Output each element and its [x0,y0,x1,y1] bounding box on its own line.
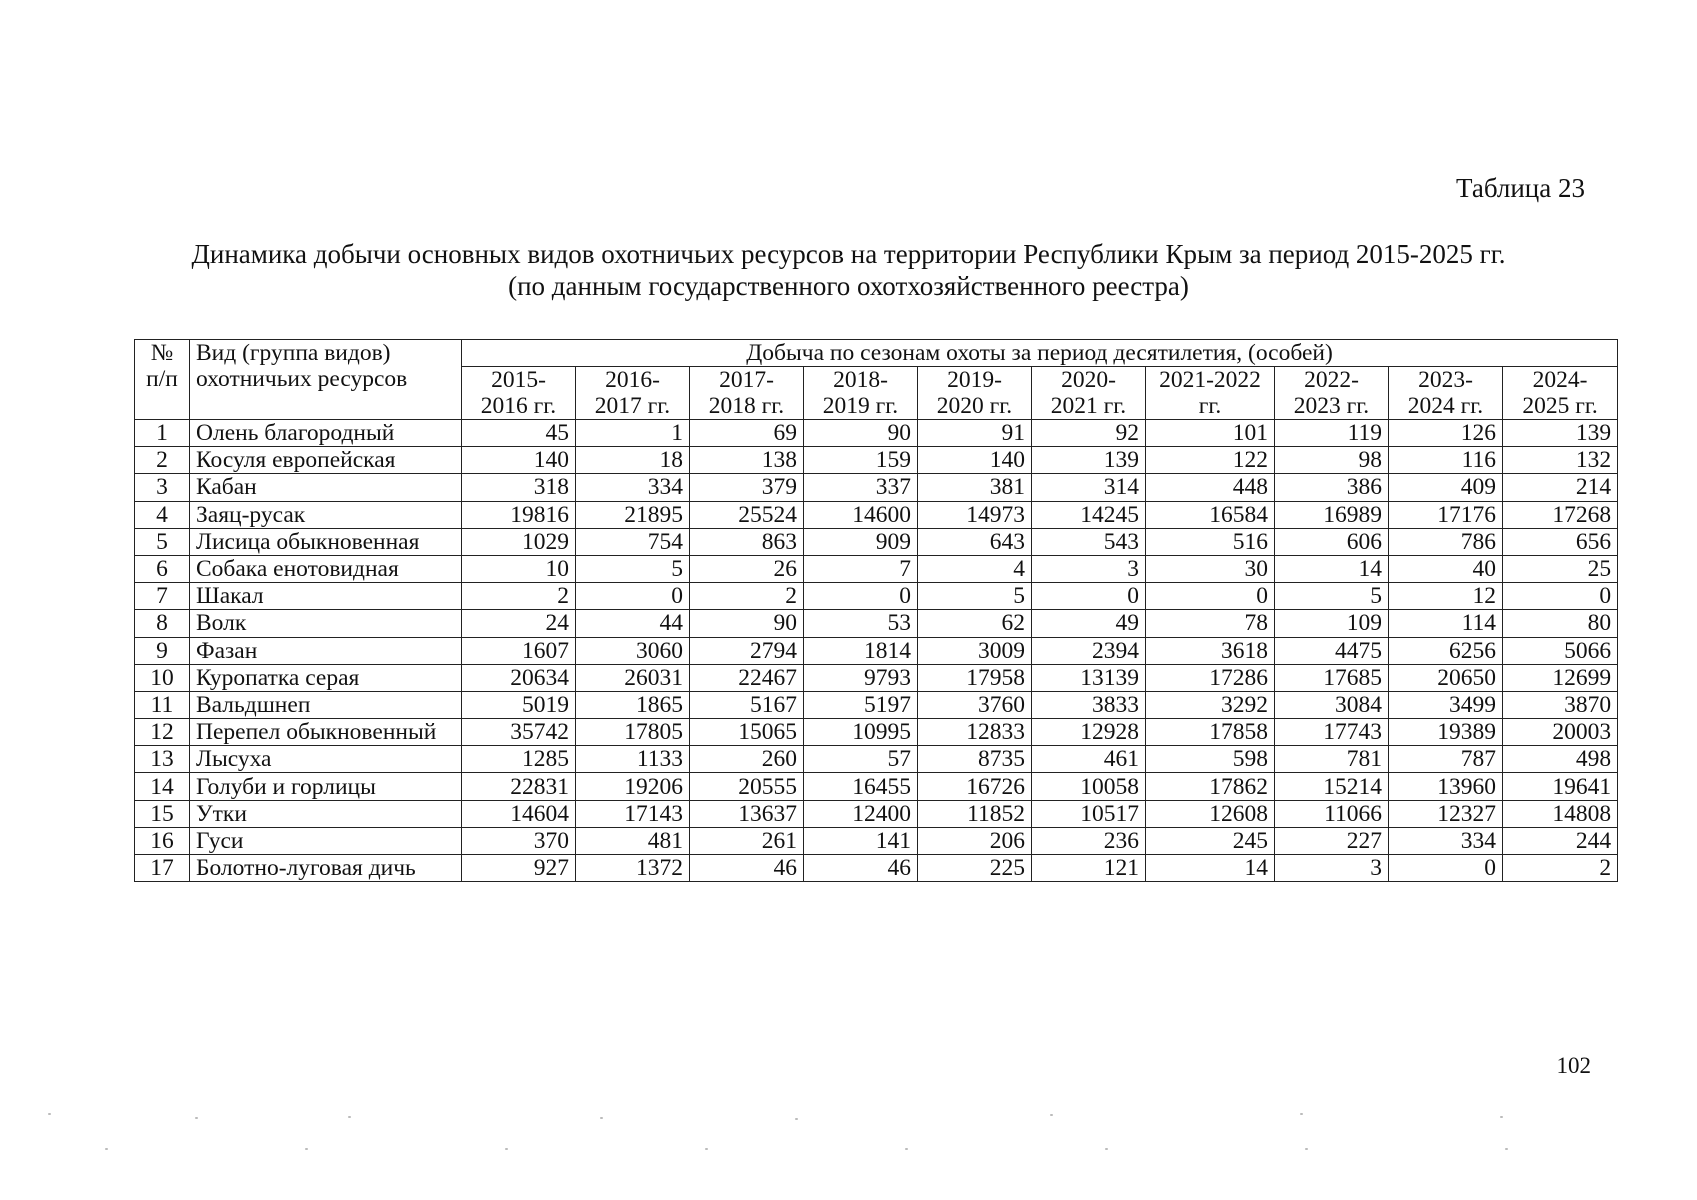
harvest-value-cell: 8735 [918,746,1032,773]
scan-speck [348,1116,351,1118]
harvest-value-cell: 17286 [1146,664,1275,691]
harvest-value-cell: 261 [690,827,804,854]
harvest-value-cell: 16584 [1146,501,1275,528]
row-number-cell: 16 [135,827,190,854]
harvest-value-cell: 14600 [804,501,918,528]
harvest-value-cell: 6256 [1389,637,1503,664]
harvest-value-cell: 12608 [1146,800,1275,827]
harvest-value-cell: 109 [1275,610,1389,637]
harvest-value-cell: 132 [1503,447,1618,474]
harvest-value-cell: 138 [690,447,804,474]
harvest-value-cell: 206 [918,827,1032,854]
species-cell: Болотно-луговая дичь [190,855,462,882]
harvest-value-cell: 21895 [576,501,690,528]
harvest-value-cell: 5167 [690,691,804,718]
harvest-value-cell: 2394 [1032,637,1146,664]
harvest-value-cell: 122 [1146,447,1275,474]
row-number-cell: 3 [135,474,190,501]
harvest-value-cell: 370 [462,827,576,854]
table-header [135,340,1618,420]
harvest-value-cell: 35742 [462,719,576,746]
harvest-value-cell: 9793 [804,664,918,691]
scan-speck [1500,1116,1503,1118]
harvest-value-cell: 12699 [1503,664,1618,691]
harvest-value-cell: 643 [918,528,1032,555]
table-row [135,420,1618,447]
harvest-value-cell: 909 [804,528,918,555]
harvest-value-cell: 3009 [918,637,1032,664]
harvest-value-cell: 3499 [1389,691,1503,718]
harvest-value-cell: 1133 [576,746,690,773]
row-number-cell: 12 [135,719,190,746]
harvest-value-cell: 119 [1275,420,1389,447]
table-row [135,447,1618,474]
harvest-value-cell: 16726 [918,773,1032,800]
page-number: 102 [1556,1053,1591,1078]
row-number-cell: 10 [135,664,190,691]
scan-speck [600,1117,603,1119]
species-cell: Гуси [190,827,462,854]
harvest-value-cell: 45 [462,420,576,447]
harvest-value-cell: 25524 [690,501,804,528]
header-row-number: № п/п [135,340,190,420]
harvest-value-cell: 140 [462,447,576,474]
harvest-value-cell: 92 [1032,420,1146,447]
species-cell: Куропатка серая [190,664,462,691]
row-number-cell: 6 [135,555,190,582]
harvest-value-cell: 236 [1032,827,1146,854]
header-season-8: 2022- 2023 гг. [1275,367,1389,420]
harvest-value-cell: 781 [1275,746,1389,773]
harvest-value-cell: 225 [918,855,1032,882]
harvest-value-cell: 318 [462,474,576,501]
harvest-value-cell: 20634 [462,664,576,691]
harvest-value-cell: 44 [576,610,690,637]
harvest-value-cell: 14808 [1503,800,1618,827]
harvest-value-cell: 3 [1275,855,1389,882]
harvest-value-cell: 19816 [462,501,576,528]
harvest-value-cell: 787 [1389,746,1503,773]
harvest-value-cell: 20555 [690,773,804,800]
harvest-value-cell: 498 [1503,746,1618,773]
harvest-value-cell: 12327 [1389,800,1503,827]
harvest-value-cell: 2 [1503,855,1618,882]
harvest-value-cell: 2794 [690,637,804,664]
harvest-value-cell: 40 [1389,555,1503,582]
harvest-value-cell: 3084 [1275,691,1389,718]
harvest-value-cell: 334 [1389,827,1503,854]
harvest-value-cell: 53 [804,610,918,637]
table-row [135,746,1618,773]
scan-speck [195,1117,198,1119]
scan-speck [1300,1113,1303,1115]
harvest-value-cell: 0 [1389,855,1503,882]
row-number-cell: 9 [135,637,190,664]
harvest-value-cell: 10995 [804,719,918,746]
species-cell: Шакал [190,583,462,610]
species-cell: Волк [190,610,462,637]
title-line-1: Динамика добычи основных видов охотничьих ресурсов на территории Республики Крым за период 2015-2025 гг. [191,239,1506,269]
harvest-value-cell: 2 [462,583,576,610]
scan-speck [705,1148,708,1150]
harvest-value-cell: 46 [804,855,918,882]
harvest-value-cell: 543 [1032,528,1146,555]
harvest-value-cell: 14604 [462,800,576,827]
harvest-value-cell: 1865 [576,691,690,718]
header-season-2: 2016- 2017 гг. [576,367,690,420]
harvest-value-cell: 17858 [1146,719,1275,746]
harvest-value-cell: 15214 [1275,773,1389,800]
table-row [135,528,1618,555]
harvest-value-cell: 3292 [1146,691,1275,718]
header-season-10: 2024- 2025 гг. [1503,367,1618,420]
table-row [135,827,1618,854]
table-number-label: Таблица 23 [1456,173,1585,203]
header-season-1: 2015- 2016 гг. [462,367,576,420]
harvest-value-cell: 314 [1032,474,1146,501]
harvest-value-cell: 13960 [1389,773,1503,800]
row-number-cell: 1 [135,420,190,447]
species-cell: Собака енотовидная [190,555,462,582]
header-harvest-group: Добыча по сезонам охоты за период десятилетия, (особей) [462,340,1618,367]
harvest-value-cell: 516 [1146,528,1275,555]
harvest-value-cell: 20003 [1503,719,1618,746]
harvest-value-cell: 606 [1275,528,1389,555]
harvest-value-cell: 0 [1503,583,1618,610]
harvest-value-cell: 5 [576,555,690,582]
harvest-value-cell: 17143 [576,800,690,827]
harvest-value-cell: 448 [1146,474,1275,501]
species-cell: Голуби и горлицы [190,773,462,800]
harvest-value-cell: 19206 [576,773,690,800]
harvest-value-cell: 1285 [462,746,576,773]
harvest-value-cell: 1029 [462,528,576,555]
header-species: Вид (группа видов) охотничьих ресурсов [190,340,462,420]
harvest-value-cell: 98 [1275,447,1389,474]
harvest-value-cell: 22831 [462,773,576,800]
row-number-cell: 8 [135,610,190,637]
row-number-cell: 7 [135,583,190,610]
harvest-value-cell: 5 [1275,583,1389,610]
harvest-value-cell: 139 [1503,420,1618,447]
header-season-5: 2019- 2020 гг. [918,367,1032,420]
harvest-value-cell: 57 [804,746,918,773]
harvest-value-cell: 26 [690,555,804,582]
harvest-value-cell: 3618 [1146,637,1275,664]
harvest-value-cell: 12 [1389,583,1503,610]
harvest-value-cell: 7 [804,555,918,582]
table-body [135,420,1618,882]
harvest-value-cell: 12928 [1032,719,1146,746]
harvest-value-cell: 11852 [918,800,1032,827]
harvest-value-cell: 14973 [918,501,1032,528]
species-cell: Заяц-русак [190,501,462,528]
harvest-value-cell: 69 [690,420,804,447]
harvest-value-cell: 30 [1146,555,1275,582]
document-title [0,238,1697,302]
scan-speck [505,1148,508,1150]
table-row [135,800,1618,827]
harvest-value-cell: 1607 [462,637,576,664]
harvest-value-cell: 260 [690,746,804,773]
species-cell: Лысуха [190,746,462,773]
harvest-value-cell: 49 [1032,610,1146,637]
scan-speck [1505,1148,1508,1150]
harvest-value-cell: 598 [1146,746,1275,773]
harvest-value-cell: 116 [1389,447,1503,474]
row-number-cell: 11 [135,691,190,718]
harvest-value-cell: 10 [462,555,576,582]
harvest-value-cell: 5019 [462,691,576,718]
harvest-value-cell: 14 [1275,555,1389,582]
harvest-value-cell: 4 [918,555,1032,582]
table-row [135,637,1618,664]
harvest-value-cell: 1 [576,420,690,447]
scan-speck [48,1113,51,1115]
harvest-value-cell: 91 [918,420,1032,447]
table-row [135,664,1618,691]
scan-speck [105,1148,108,1150]
table-row [135,691,1618,718]
harvest-value-cell: 5197 [804,691,918,718]
harvest-value-cell: 16989 [1275,501,1389,528]
harvest-value-cell: 141 [804,827,918,854]
harvest-value-cell: 22467 [690,664,804,691]
harvest-value-cell: 386 [1275,474,1389,501]
species-cell: Вальдшнеп [190,691,462,718]
harvest-value-cell: 13637 [690,800,804,827]
harvest-value-cell: 17958 [918,664,1032,691]
header-season-3: 2017- 2018 гг. [690,367,804,420]
harvest-value-cell: 14245 [1032,501,1146,528]
row-number-cell: 2 [135,447,190,474]
harvest-value-cell: 244 [1503,827,1618,854]
harvest-value-cell: 139 [1032,447,1146,474]
harvest-value-cell: 12833 [918,719,1032,746]
harvest-value-cell: 3833 [1032,691,1146,718]
harvest-value-cell: 17176 [1389,501,1503,528]
harvest-value-cell: 863 [690,528,804,555]
scan-speck [305,1148,308,1150]
harvest-value-cell: 927 [462,855,576,882]
harvest-value-cell: 20650 [1389,664,1503,691]
harvest-value-cell: 754 [576,528,690,555]
harvest-value-cell: 786 [1389,528,1503,555]
harvest-value-cell: 3060 [576,637,690,664]
scan-speck [1050,1114,1053,1116]
table-row [135,474,1618,501]
harvest-value-cell: 12400 [804,800,918,827]
species-cell: Утки [190,800,462,827]
species-cell: Лисица обыкновенная [190,528,462,555]
harvest-value-cell: 159 [804,447,918,474]
species-cell: Перепел обыкновенный [190,719,462,746]
harvest-value-cell: 0 [804,583,918,610]
harvest-value-cell: 101 [1146,420,1275,447]
harvest-value-cell: 80 [1503,610,1618,637]
harvest-value-cell: 121 [1032,855,1146,882]
harvest-value-cell: 14 [1146,855,1275,882]
species-cell: Фазан [190,637,462,664]
harvest-value-cell: 18 [576,447,690,474]
harvest-value-cell: 62 [918,610,1032,637]
harvest-value-cell: 214 [1503,474,1618,501]
scan-speck [795,1118,798,1120]
row-number-cell: 5 [135,528,190,555]
row-number-cell: 13 [135,746,190,773]
table-row [135,501,1618,528]
harvest-value-cell: 3760 [918,691,1032,718]
harvest-value-cell: 10058 [1032,773,1146,800]
harvest-value-cell: 10517 [1032,800,1146,827]
harvest-value-cell: 3870 [1503,691,1618,718]
title-line-2: (по данным государственного охотхозяйственного реестра) [508,271,1189,301]
harvest-value-cell: 26031 [576,664,690,691]
harvest-value-cell: 46 [690,855,804,882]
harvest-value-cell: 409 [1389,474,1503,501]
harvest-value-cell: 19641 [1503,773,1618,800]
scan-speck [1105,1148,1108,1150]
species-cell: Кабан [190,474,462,501]
harvest-value-cell: 140 [918,447,1032,474]
harvest-value-cell: 656 [1503,528,1618,555]
table-row [135,583,1618,610]
harvest-value-cell: 1372 [576,855,690,882]
harvest-value-cell: 78 [1146,610,1275,637]
harvest-value-cell: 15065 [690,719,804,746]
row-number-cell: 15 [135,800,190,827]
harvest-value-cell: 114 [1389,610,1503,637]
harvest-value-cell: 337 [804,474,918,501]
harvest-value-cell: 17805 [576,719,690,746]
table-row [135,555,1618,582]
harvest-value-cell: 1814 [804,637,918,664]
harvest-value-cell: 4475 [1275,637,1389,664]
harvest-value-cell: 481 [576,827,690,854]
harvest-value-cell: 17685 [1275,664,1389,691]
table-row [135,773,1618,800]
harvest-value-cell: 19389 [1389,719,1503,746]
header-season-9: 2023- 2024 гг. [1389,367,1503,420]
harvest-value-cell: 227 [1275,827,1389,854]
harvest-value-cell: 126 [1389,420,1503,447]
header-season-7: 2021-2022 гг. [1146,367,1275,420]
header-season-6: 2020- 2021 гг. [1032,367,1146,420]
harvest-value-cell: 0 [1146,583,1275,610]
harvest-value-cell: 24 [462,610,576,637]
harvest-value-cell: 17268 [1503,501,1618,528]
harvest-value-cell: 0 [1032,583,1146,610]
scan-speck [905,1148,908,1150]
harvest-value-cell: 381 [918,474,1032,501]
species-cell: Олень благородный [190,420,462,447]
species-cell: Косуля европейская [190,447,462,474]
harvest-value-cell: 17743 [1275,719,1389,746]
table-row [135,855,1618,882]
harvest-value-cell: 3 [1032,555,1146,582]
harvest-value-cell: 90 [804,420,918,447]
scan-speck [1305,1148,1308,1150]
harvest-value-cell: 2 [690,583,804,610]
harvest-value-cell: 0 [576,583,690,610]
harvest-value-cell: 334 [576,474,690,501]
harvest-value-cell: 25 [1503,555,1618,582]
harvest-value-cell: 16455 [804,773,918,800]
harvest-value-cell: 90 [690,610,804,637]
harvest-value-cell: 5066 [1503,637,1618,664]
header-season-4: 2018- 2019 гг. [804,367,918,420]
hunting-harvest-table [134,339,1618,882]
harvest-value-cell: 379 [690,474,804,501]
row-number-cell: 14 [135,773,190,800]
row-number-cell: 17 [135,855,190,882]
harvest-value-cell: 5 [918,583,1032,610]
harvest-value-cell: 461 [1032,746,1146,773]
row-number-cell: 4 [135,501,190,528]
harvest-value-cell: 11066 [1275,800,1389,827]
harvest-value-cell: 17862 [1146,773,1275,800]
harvest-value-cell: 245 [1146,827,1275,854]
table-row [135,610,1618,637]
table-row [135,719,1618,746]
harvest-value-cell: 13139 [1032,664,1146,691]
